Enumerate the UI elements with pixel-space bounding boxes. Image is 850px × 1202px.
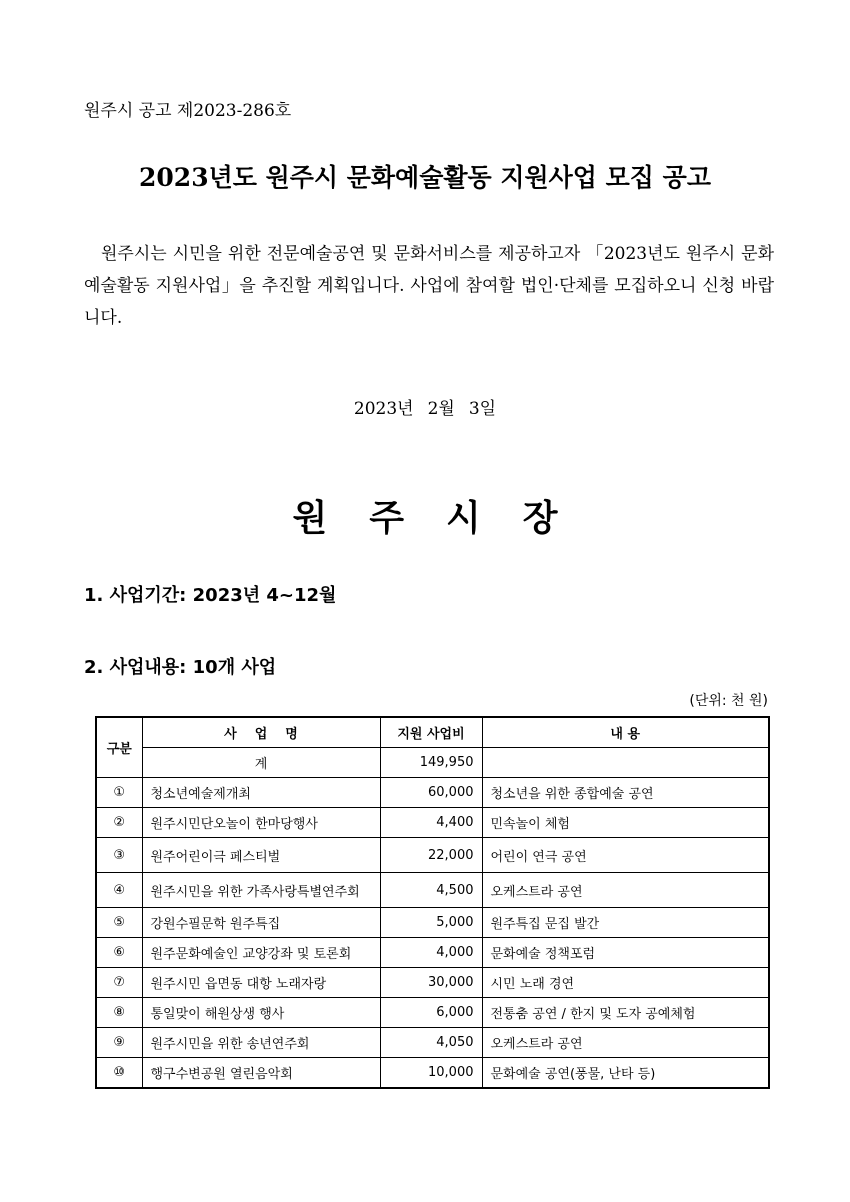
row-description: 오케스트라 공연: [482, 1028, 769, 1058]
row-name: 통일맞이 해원상생 행사: [142, 998, 380, 1028]
notice-number: 원주시 공고 제2023-286호: [84, 101, 292, 121]
date-month: 2월: [427, 399, 455, 419]
row-budget: 4,500: [380, 873, 482, 908]
row-description: 어린이 연극 공연: [482, 838, 769, 873]
header-description: 내 용: [482, 717, 769, 748]
table-row: [96, 873, 769, 908]
notice-body: [84, 238, 774, 334]
issuer-name: 원주시장: [292, 497, 600, 539]
row-description: 오케스트라 공연: [482, 873, 769, 908]
header-category: 구분: [96, 717, 142, 778]
row-budget: 5,000: [380, 908, 482, 938]
row-name: 원주시민을 위한 가족사랑특별연주회: [142, 873, 380, 908]
row-number: ④: [96, 873, 142, 908]
table-row: [96, 778, 769, 808]
row-budget: 4,400: [380, 808, 482, 838]
total-description: [482, 748, 769, 778]
total-row: [96, 748, 769, 778]
unit-label: (단위: 천 원): [689, 693, 768, 709]
header-name: 사업명: [142, 717, 380, 748]
total-budget: 149,950: [380, 748, 482, 778]
page-title: 2023년도 원주시 문화예술활동 지원사업 모집 공고: [139, 163, 711, 192]
row-description: 전통춤 공연 / 한지 및 도자 공예체험: [482, 998, 769, 1028]
table-row: [96, 1058, 769, 1089]
row-budget: 30,000: [380, 968, 482, 998]
row-number: ⑦: [96, 968, 142, 998]
project-table: [95, 716, 770, 1089]
total-label: 계: [142, 748, 380, 778]
table-row: [96, 808, 769, 838]
row-name: 청소년예술제개최: [142, 778, 380, 808]
row-name: 원주시민단오놀이 한마당행사: [142, 808, 380, 838]
row-budget: 10,000: [380, 1058, 482, 1089]
row-description: 민속놀이 체험: [482, 808, 769, 838]
row-number: ⑩: [96, 1058, 142, 1089]
row-name: 강원수필문학 원주특집: [142, 908, 380, 938]
row-description: 원주특집 문집 발간: [482, 908, 769, 938]
table-header-row: [96, 717, 769, 748]
header-budget: 지원 사업비: [380, 717, 482, 748]
row-name: 원주시민 읍면동 대항 노래자랑: [142, 968, 380, 998]
table-row: [96, 908, 769, 938]
row-budget: 4,050: [380, 1028, 482, 1058]
row-number: ⑥: [96, 938, 142, 968]
section-period: 1. 사업기간: 2023년 4~12월: [84, 585, 337, 606]
table-row: [96, 838, 769, 873]
date-day: 3일: [468, 399, 497, 419]
row-budget: 4,000: [380, 938, 482, 968]
row-budget: 22,000: [380, 838, 482, 873]
row-name: 원주문화예술인 교양강좌 및 토론회: [142, 938, 380, 968]
row-number: ⑨: [96, 1028, 142, 1058]
section-content: 2. 사업내용: 10개 사업: [84, 657, 277, 678]
notice-date: [0, 394, 850, 419]
notice-body-text: 원주시는 시민을 위한 전문예술공연 및 문화서비스를 제공하고자 「2023년도 원주시 문화예술활동 지원사업」을 추진할 계획입니다. 사업에 참여할 법인·단체를 모집하오니 신청 바랍니다.: [84, 244, 774, 328]
table-row: [96, 1028, 769, 1058]
row-number: ②: [96, 808, 142, 838]
row-name: 원주어린이극 페스티벌: [142, 838, 380, 873]
row-description: 문화예술 정책포럼: [482, 938, 769, 968]
row-number: ③: [96, 838, 142, 873]
row-name: 원주시민을 위한 송년연주회: [142, 1028, 380, 1058]
row-budget: 6,000: [380, 998, 482, 1028]
row-number: ⑧: [96, 998, 142, 1028]
row-description: 문화예술 공연(풍물, 난타 등): [482, 1058, 769, 1089]
row-name: 행구수변공원 열린음악회: [142, 1058, 380, 1089]
table-row: [96, 968, 769, 998]
date-year: 2023년: [353, 399, 414, 419]
row-number: ①: [96, 778, 142, 808]
row-budget: 60,000: [380, 778, 482, 808]
row-description: 시민 노래 경연: [482, 968, 769, 998]
row-description: 청소년을 위한 종합예술 공연: [482, 778, 769, 808]
row-number: ⑤: [96, 908, 142, 938]
table-row: [96, 938, 769, 968]
table-row: [96, 998, 769, 1028]
